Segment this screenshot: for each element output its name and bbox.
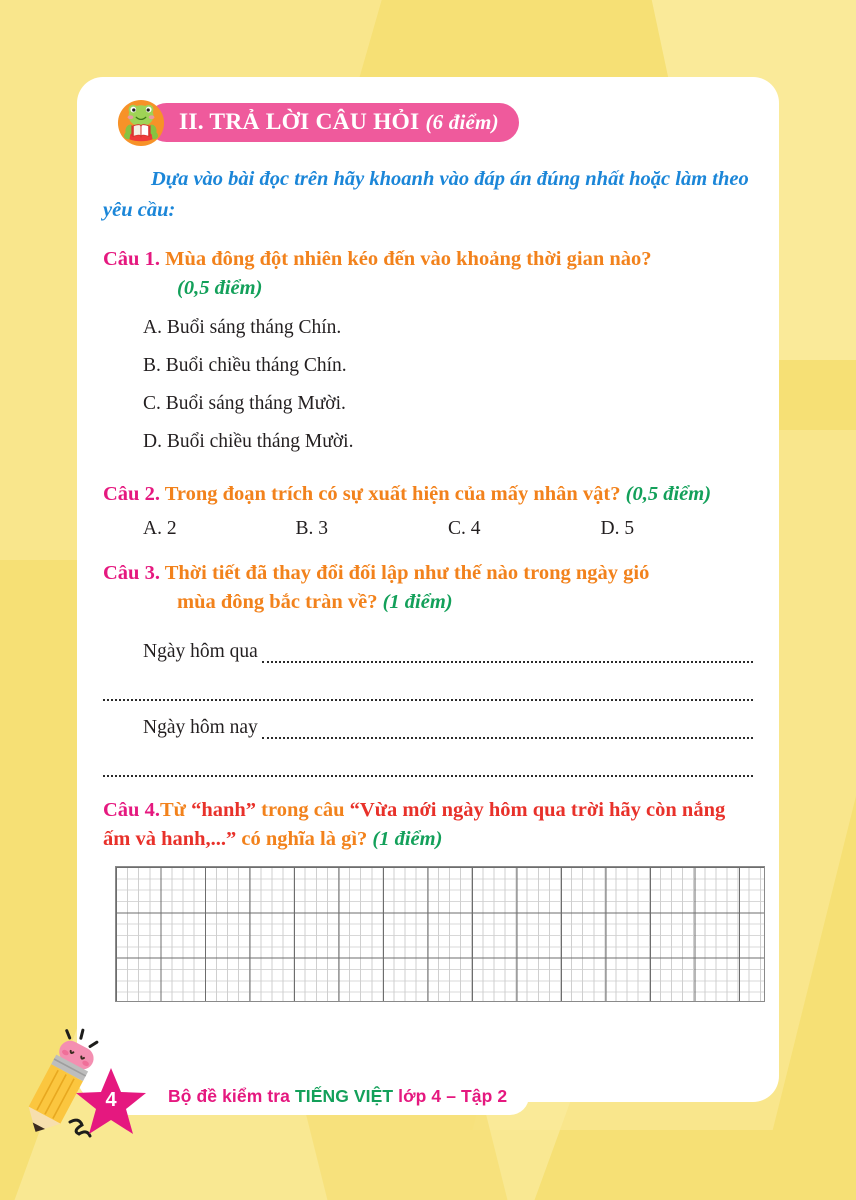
question-4-text-part-1: Từ	[159, 799, 192, 821]
question-4-quoted-word: “hanh”	[191, 799, 257, 821]
question-2-text: Trong đoạn trích có sự xuất hiện của mấy nhân vật?	[164, 483, 621, 505]
fill-label-today: Ngày hôm nay	[143, 717, 258, 738]
page-number: 4	[105, 1088, 117, 1111]
footer-text-part-3: lớp 4 – Tập 2	[393, 1085, 508, 1106]
question-1-points-line	[103, 274, 753, 303]
question-4-label: Câu 4.	[103, 799, 160, 821]
option-a[interactable]: A. 2	[143, 518, 177, 539]
option-b[interactable]: B. Buổi chiều tháng Chín.	[143, 355, 347, 376]
footer-text-part-1: Bộ đề kiểm tra	[168, 1085, 295, 1106]
question-3-heading	[103, 559, 753, 588]
fill-label-yesterday: Ngày hôm qua	[143, 641, 258, 662]
question-4-heading	[103, 796, 753, 854]
answer-line-row[interactable]	[103, 663, 753, 701]
footer-subject: TIẾNG VIỆT	[294, 1085, 394, 1106]
question-2-points: (0,5 điểm)	[625, 483, 712, 505]
footer-label	[168, 1086, 507, 1107]
question-2	[103, 480, 753, 540]
question-3-answer-lines	[103, 625, 753, 777]
question-2-label: Câu 2.	[103, 483, 160, 505]
question-3-label: Câu 3.	[103, 562, 160, 584]
option-c[interactable]: C. Buổi sáng tháng Mười.	[143, 393, 346, 414]
question-1-heading	[103, 245, 753, 274]
section-title: II. TRẢ LỜI CÂU HỎI (6 điểm)	[179, 109, 499, 135]
question-4-points: (1 điểm)	[372, 828, 443, 850]
dotted-line[interactable]	[103, 690, 753, 701]
option-b[interactable]: B. 3	[295, 518, 329, 539]
question-3-text-line-1: Thời tiết đã thay đổi đối lập như thế nào trong ngày gió	[164, 562, 650, 584]
question-4-quoted-sentence: “Vừa mới ngày hôm qua trời hãy còn nắng ấm và hanh,...”	[103, 799, 726, 850]
option-d[interactable]: D. Buổi chiều tháng Mười.	[143, 431, 354, 452]
question-4	[103, 796, 753, 1002]
question-2-options	[103, 518, 753, 540]
section-points: (6 điểm)	[425, 110, 499, 134]
question-3-second-line	[103, 588, 753, 617]
dotted-line[interactable]	[262, 652, 753, 663]
question-1-options	[103, 309, 753, 461]
question-1-points: (0,5 điểm)	[177, 277, 263, 299]
frog-reading-book-icon	[117, 99, 165, 147]
question-3-points: (1 điểm)	[382, 591, 453, 613]
option-d[interactable]: D. 5	[600, 518, 635, 539]
question-3-text-line-2: mùa đông bắc tràn về?	[177, 591, 378, 613]
question-2-heading	[103, 480, 753, 509]
option-a[interactable]: A. Buổi sáng tháng Chín.	[143, 317, 342, 338]
dotted-line[interactable]	[103, 766, 753, 777]
instruction-text: Dựa vào bài đọc trên hãy khoanh vào đáp án đúng nhất hoặc làm theo yêu cầu:	[103, 168, 749, 221]
answer-line-row[interactable]	[103, 625, 753, 663]
question-1-label: Câu 1.	[103, 248, 160, 270]
answer-line-row[interactable]	[103, 701, 753, 739]
section-banner	[147, 103, 519, 142]
handwriting-grid[interactable]	[115, 866, 765, 1002]
question-1	[103, 245, 753, 461]
question-3	[103, 559, 753, 777]
question-4-text-part-2: trong câu	[256, 799, 350, 821]
question-4-text-part-3: có nghĩa là gì?	[236, 828, 373, 850]
answer-line-row[interactable]	[103, 739, 753, 777]
section-header	[117, 99, 753, 147]
page-footer	[0, 1020, 856, 1200]
question-1-text: Mùa đông đột nhiên kéo đến vào khoảng thời gian nào?	[165, 248, 652, 270]
dotted-line[interactable]	[262, 728, 753, 739]
option-c[interactable]: C. 4	[448, 518, 481, 539]
content-card	[77, 77, 779, 1102]
page-number-star	[74, 1066, 148, 1138]
footer-banner	[112, 1077, 529, 1115]
